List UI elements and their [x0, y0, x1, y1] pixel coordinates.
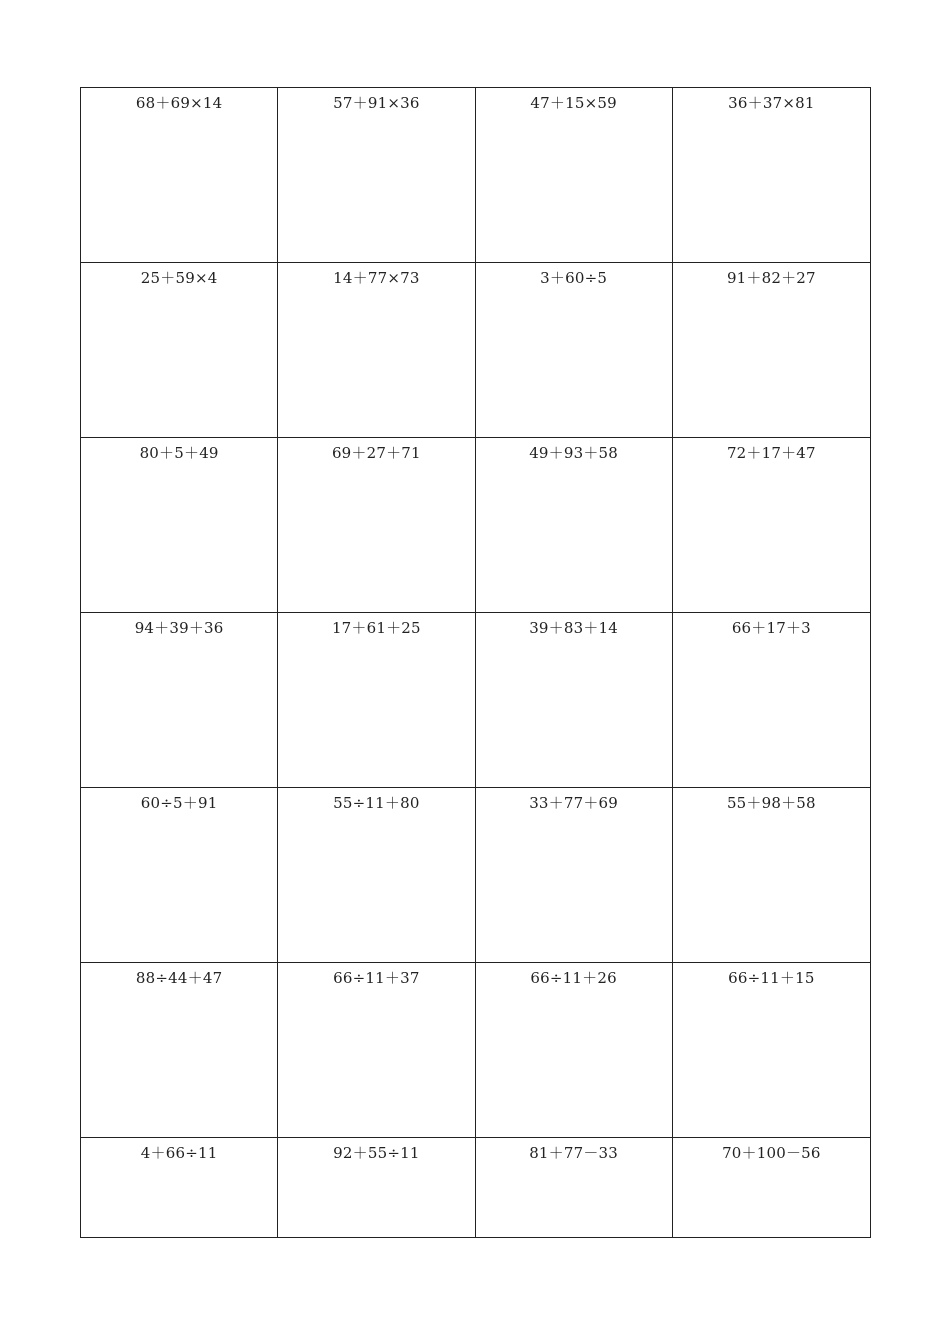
problem-expression: 4＋66÷11: [140, 1144, 218, 1162]
problem-cell: [476, 1138, 673, 1237]
problem-expression: 33＋77＋69: [529, 794, 619, 812]
problem-expression: 66＋17＋3: [731, 619, 811, 637]
problem-cell: [81, 88, 278, 263]
problem-cell: [81, 1138, 278, 1237]
problem-expression: 49＋93＋58: [529, 444, 619, 462]
problem-expression: 39＋83＋14: [529, 619, 619, 637]
problem-expression: 80＋5＋49: [139, 444, 219, 462]
problem-cell: [476, 438, 673, 613]
problem-cell: [673, 88, 870, 263]
problem-expression: 17＋61＋25: [331, 619, 421, 637]
problem-expression: 66÷11＋15: [728, 969, 815, 987]
problem-expression: 55＋98＋58: [726, 794, 816, 812]
problem-expression: 70＋100－56: [722, 1144, 821, 1162]
problem-cell: [476, 788, 673, 963]
problem-expression: 66÷11＋26: [530, 969, 617, 987]
problem-cell: [278, 788, 475, 963]
problem-expression: 36＋37×81: [728, 94, 815, 112]
problem-cell: [81, 788, 278, 963]
problem-cell: [278, 613, 475, 788]
problem-cell: [278, 438, 475, 613]
problem-cell: [673, 788, 870, 963]
problem-cell: [278, 1138, 475, 1237]
problem-cell: [673, 613, 870, 788]
problem-cell: [81, 613, 278, 788]
problem-expression: 72＋17＋47: [726, 444, 816, 462]
problem-expression: 66÷11＋37: [333, 969, 420, 987]
problem-expression: 14＋77×73: [333, 269, 420, 287]
problem-cell: [278, 963, 475, 1138]
problem-expression: 60÷5＋91: [140, 794, 218, 812]
problem-cell: [81, 963, 278, 1138]
problem-cell: [278, 88, 475, 263]
problem-expression: 25＋59×4: [140, 269, 218, 287]
problem-cell: [673, 263, 870, 438]
math-worksheet-grid: [80, 87, 871, 1238]
problem-expression: 68＋69×14: [135, 94, 223, 112]
problem-expression: 57＋91×36: [333, 94, 420, 112]
problem-cell: [673, 438, 870, 613]
problem-cell: [81, 263, 278, 438]
problem-expression: 92＋55÷11: [333, 1144, 420, 1162]
problem-cell: [81, 438, 278, 613]
problem-expression: 91＋82＋27: [726, 269, 816, 287]
problem-cell: [278, 263, 475, 438]
problem-expression: 94＋39＋36: [134, 619, 224, 637]
problem-expression: 88÷44＋47: [135, 969, 223, 987]
problem-cell: [476, 963, 673, 1138]
problem-expression: 55÷11＋80: [333, 794, 420, 812]
problem-cell: [673, 1138, 870, 1237]
problem-expression: 69＋27＋71: [331, 444, 421, 462]
problem-expression: 3＋60÷5: [540, 269, 608, 287]
problem-expression: 81＋77－33: [529, 1144, 619, 1162]
problem-cell: [476, 263, 673, 438]
problem-cell: [476, 613, 673, 788]
problem-expression: 47＋15×59: [530, 94, 617, 112]
problem-cell: [476, 88, 673, 263]
problem-cell: [673, 963, 870, 1138]
